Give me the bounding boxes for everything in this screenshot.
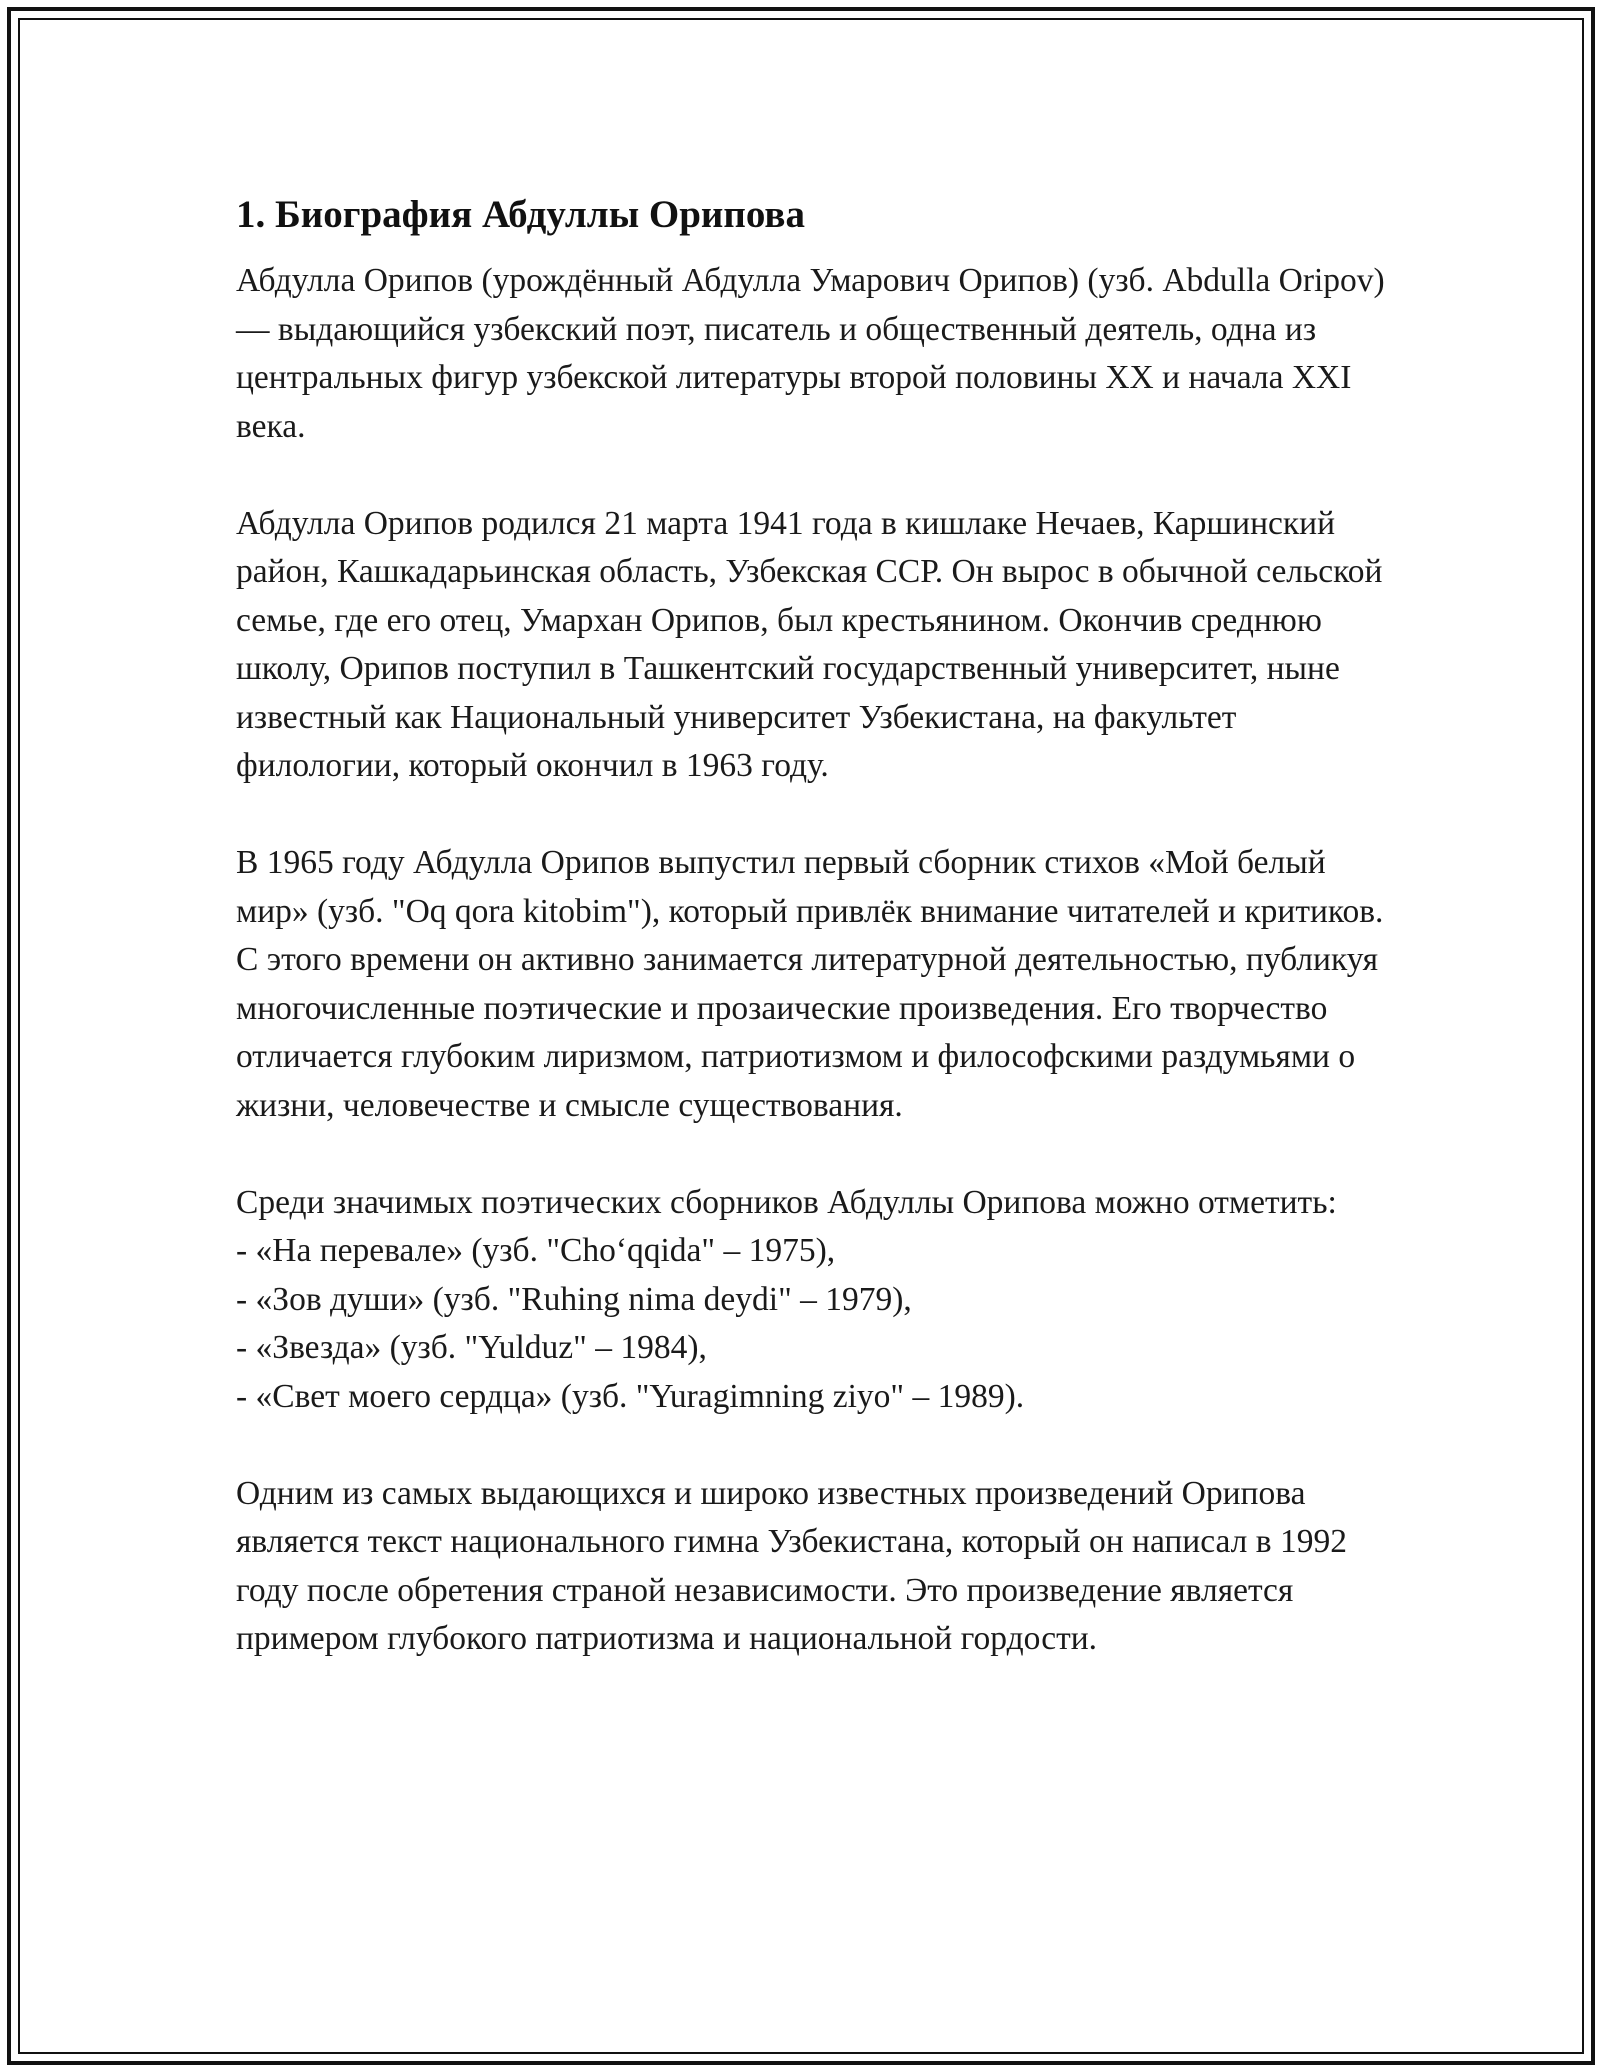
- paragraph-early-life: Абдулла Орипов родился 21 марта 1941 года в кишлаке Нечаев, Каршинский район, Кашкадарьинская область, Узбекская ССР. Он вырос в обычной сельской семье, где его отец, Умархан Орипов, был крестьянином. Окончив среднюю школу, Орипов поступил в Ташкентский государственный университет, ныне известный как Национальный университет Узбекистана, на факультет филологии, который окончил в 1963 году.: [236, 504, 1383, 784]
- list-item: - «На перевале» (узб. "Cho‘qqida" – 1975),: [236, 1232, 836, 1269]
- list-item: - «Звезда» (узб. "Yulduz" – 1984),: [236, 1329, 707, 1366]
- paragraph-intro: Абдулла Орипов (урождённый Абдулла Умарович Орипов) (узб. Abdulla Oripov) — выдающийся узбекский поэт, писатель и общественный деятель, одна из центральных фигур узбекской литературы второй половины XX и начала XXI века.: [236, 262, 1385, 445]
- collections-list: [236, 1227, 1386, 1421]
- list-item: - «Свет моего сердца» (узб. "Yuragimning ziyo" – 1989).: [236, 1377, 1025, 1415]
- list-item: - «Зов души» (узб. "Ruhing nima deydi" – 1979),: [236, 1280, 912, 1318]
- paragraph-anthem: Одним из самых выдающихся и широко известных произведений Орипова является текст национального гимна Узбекистана, который он написал в 1992 году после обретения страной независимости. Это произведение является примером глубокого патриотизма и национальной гордости.: [236, 1474, 1347, 1657]
- paragraph-career: В 1965 году Абдулла Орипов выпустил первый сборник стихов «Мой белый мир» (узб. "Oq qora kitobim"), который привлёк внимание читателей и критиков. С этого времени он активно занимается литературной деятельностью, публикуя многочисленные поэтические и прозаические произведения. Его творчество отличается глубоким лиризмом, патриотизмом и философскими раздумьями о жизни, человечестве и смысле существования.: [236, 844, 1384, 1124]
- document-title: 1. Биография Абдуллы Орипова: [236, 193, 805, 236]
- collections-intro: Среди значимых поэтических сборников Абдуллы Орипова можно отметить:: [236, 1183, 1337, 1221]
- document-body: [236, 186, 1386, 1664]
